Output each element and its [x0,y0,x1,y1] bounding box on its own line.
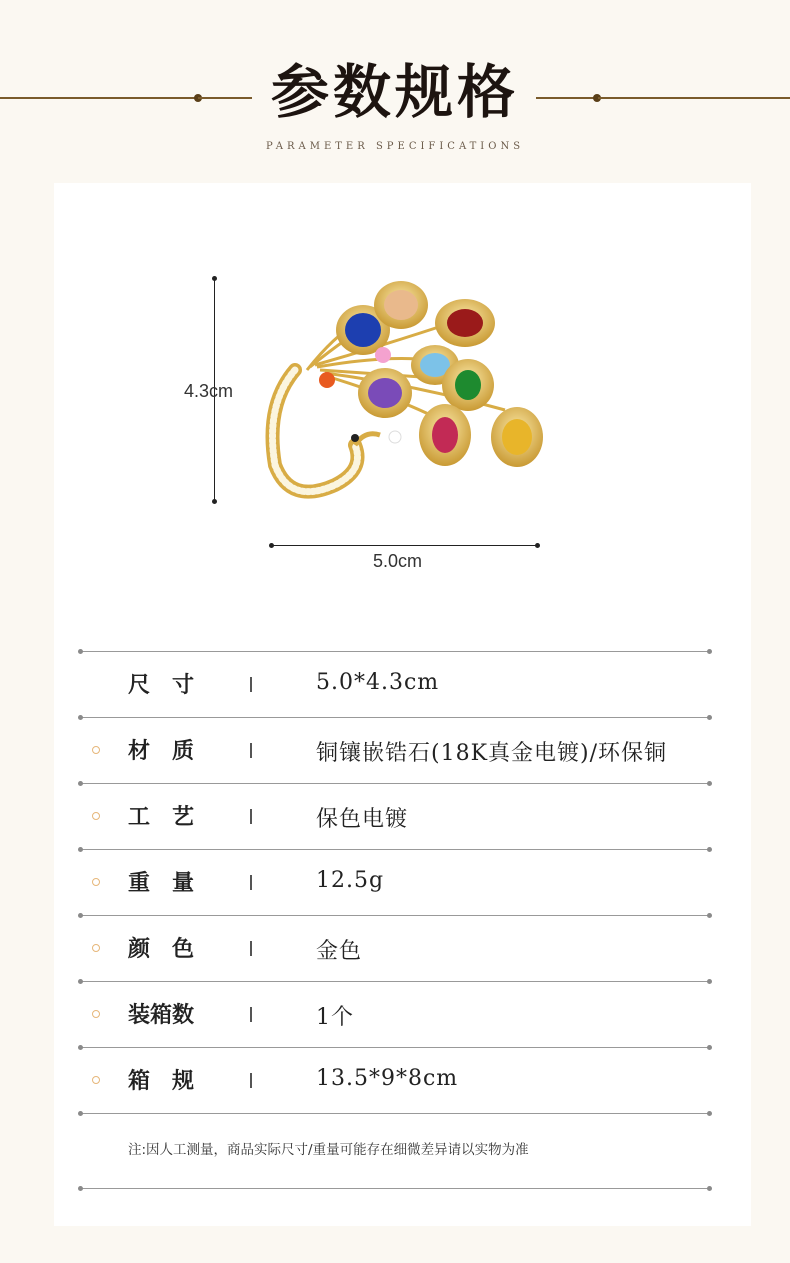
width-label: 5.0cm [373,551,423,571]
spec-label: 装箱数 [128,1002,195,1028]
spec-row [80,784,710,848]
spec-row [80,652,710,716]
title-right-line-inner [536,97,598,99]
bullet-icon [92,1010,100,1018]
spec-separator [250,1073,252,1088]
height-dimension-dot-bottom [212,499,217,504]
spec-value: 13.5*9*8cm [316,1066,459,1091]
page-subtitle: PARAMETER SPECIFICATIONS [265,141,525,152]
spec-value: 12.5g [316,868,385,893]
spec-label: 重 量 [128,870,195,896]
spec-row [80,850,710,914]
spec-label: 材 质 [128,738,195,764]
spec-label: 箱 规 [128,1068,195,1094]
title-right-line [598,97,790,99]
bullet-icon [92,878,100,886]
spec-separator [250,677,252,692]
spec-separator [250,941,252,956]
spec-row [80,916,710,980]
spec-row [80,982,710,1046]
spec-value: 保色电镀 [316,807,409,832]
spec-label: 工 艺 [128,804,195,830]
table-divider-dot [707,1186,712,1191]
bullet-icon [92,944,100,952]
spec-value: 5.0*4.3cm [316,670,440,695]
spec-value: 金色 [316,939,363,964]
spec-row [80,718,710,782]
bullet-icon [92,812,100,820]
height-dimension-dot-top [212,276,217,281]
spec-label: 尺 寸 [128,672,195,698]
width-dimension-dot-right [535,543,540,548]
spec-value: 铜镶嵌锆石(18K真金电镀)/环保铜 [316,741,668,766]
spec-separator [250,875,252,890]
spec-label: 颜 色 [128,936,195,962]
height-label: 4.3cm [184,381,234,401]
spec-separator [250,809,252,824]
page-title: 参数规格 [270,58,519,126]
bullet-icon [92,1076,100,1084]
spec-separator [250,743,252,758]
measurement-note: 注:因人工测量，商品实际尺寸/重量可能存在细微差异请以实物为准 [128,1142,529,1158]
peacock-brooch-image [255,275,555,515]
spec-value: 1个 [316,1005,354,1030]
table-divider [80,1188,710,1189]
bullet-icon [92,746,100,754]
table-divider-dot [78,1186,83,1191]
spec-row [80,1048,710,1112]
table-divider [80,1113,710,1114]
width-dimension-line [271,545,537,546]
width-dimension-dot-left [269,543,274,548]
spec-separator [250,1007,252,1022]
